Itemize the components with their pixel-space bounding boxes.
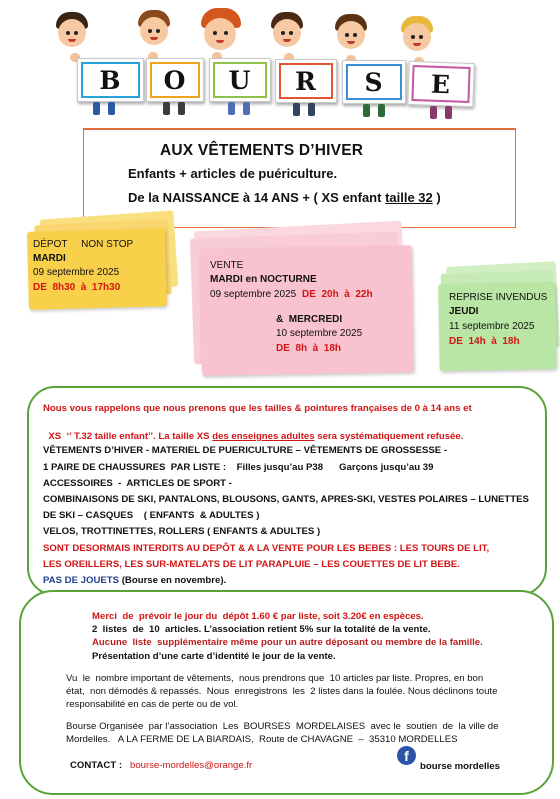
info-organizer-2: Mordelles. A LA FERME DE LA BIARDAIS, Route de CHAVAGNE – 35310 MORDELLES <box>66 734 458 745</box>
letter-card-b <box>77 58 144 102</box>
letter-card-border <box>81 62 140 98</box>
letter-card-e <box>407 61 474 107</box>
depot-hours: DE 8h30 à 17h30 <box>33 282 121 293</box>
reprise-label: REPRISE INVENDUS <box>449 292 548 303</box>
facebook-name: bourse mordelles <box>420 761 500 772</box>
vente-label: VENTE <box>210 260 244 271</box>
vente-hours-1: DE 20h à 22h <box>302 289 373 300</box>
info-organizer-1: Bourse Organisée par l’association Les BOURSES MORDELAISES avec le soutien de la ville de <box>66 721 499 732</box>
rules-line-8: LES OREILLERS, LES SUR-MATELATS DE LIT PARAPLUIE – LES COUETTES DE LIT BEBE. <box>43 559 460 570</box>
depot-day: MARDI <box>33 253 66 264</box>
letter-s: S <box>364 67 384 97</box>
kid-2-icon <box>135 8 173 46</box>
kid-4-icon <box>268 10 306 48</box>
info-no-extra-list: Aucune liste supplémentaire même pour un autre déposant ou membre de la famille. <box>92 637 483 648</box>
rules-line-2: 1 PAIRE DE CHAUSSURES PAR LISTE : Filles jusqu’au P38 Garçons jusqu’au 39 <box>43 462 434 473</box>
info-id-card: Présentation d’une carte d’identité le jour de la vente. <box>92 651 336 662</box>
reprise-hours: DE 14h à 18h <box>449 336 520 347</box>
rules-line-1: VÊTEMENTS D’HIVER - MATERIEL DE PUERICULTURE – VÊTEMENTS DE GROSSESSE - <box>43 445 448 456</box>
letter-card-s <box>342 60 406 104</box>
letter-card-o <box>146 58 204 102</box>
letter-e: E <box>430 69 452 99</box>
info-conditions-3: responsabilité en cas de perte ou de vol. <box>66 699 239 710</box>
kid-3-icon <box>198 6 244 52</box>
title-line-2-suffix: ) <box>432 190 441 205</box>
reprise-day: JEUDI <box>449 306 479 317</box>
kid-6-icon <box>398 14 436 52</box>
page-title: AUX VÊTEMENTS D’HIVER <box>160 142 364 159</box>
letter-o: O <box>163 65 187 95</box>
letter-card-r <box>275 59 337 103</box>
letter-b: B <box>99 65 122 95</box>
letter-r: R <box>295 66 317 96</box>
letter-card-u <box>209 58 271 102</box>
vente-date-2: 10 septembre 2025 <box>276 328 363 339</box>
info-fee: Merci de prévoir le jour du dépôt 1.60 € par liste, soit 3.20€ en espèces. <box>92 611 424 622</box>
rules-line-3: ACCESSOIRES - ARTICLES DE SPORT - <box>43 478 232 489</box>
title-line-2 <box>128 190 441 205</box>
rules-intro-2-end: sera systématiquement refusée. <box>314 431 464 442</box>
vente-date-1: 09 septembre 2025 <box>210 289 297 300</box>
rules-line-9 <box>43 575 226 587</box>
kid-5-icon <box>332 12 370 50</box>
vente-day-1: MARDI en NOCTURNE <box>210 274 317 285</box>
kid-1-icon <box>53 10 91 48</box>
rules-line-6: VELOS, TROTTINETTES, ROLLERS ( ENFANTS & ADULTES ) <box>43 526 321 537</box>
title-line-2-underlined: taille 32 <box>385 190 433 205</box>
info-conditions-1: Vu le nombre important de vêtements, nous prendrons que 10 articles par liste. Propres, en bon <box>66 673 484 684</box>
vente-hours-2: DE 8h à 18h <box>276 343 342 354</box>
letter-u: U <box>228 65 252 95</box>
depot-date: 09 septembre 2025 <box>33 267 120 278</box>
facebook-icon[interactable]: f <box>397 746 416 765</box>
rules-intro-2 <box>43 419 463 443</box>
rules-no-toys-note: (Bourse en novembre). <box>119 575 227 586</box>
depot-label: DÉPOT NON STOP <box>33 239 134 250</box>
title-line-1: Enfants + articles de puériculture. <box>128 166 338 181</box>
rules-line-5: DE SKI – CASQUES ( ENFANTS & ADULTES ) <box>43 510 260 521</box>
rules-line-7: SONT DESORMAIS INTERDITS AU DEPÔT & A LA VENTE POUR LES BEBES : LES TOURS DE LIT, <box>43 543 490 554</box>
contact-email-link[interactable]: bourse-mordelles@orange.fr <box>130 760 253 771</box>
contact-label: CONTACT : <box>70 760 123 771</box>
reprise-date: 11 septembre 2025 <box>449 321 535 332</box>
rules-intro-2-text: XS ‘’ T.32 taille enfant’’. La taille XS <box>48 431 213 442</box>
info-lists: 2 listes de 10 articles. L’association retient 5% sur la totalité de la vente. <box>92 624 431 635</box>
vente-day-2: & MERCREDI <box>276 314 343 325</box>
info-conditions-2: état, non démodés & repassés. Nous enregistrons les 2 listes dans la foulée. Nous déclinons toute <box>66 686 498 697</box>
rules-intro-1: Nous vous rappelons que nous prenons que les tailles & pointures françaises de 0 à 14 ans et <box>43 403 472 414</box>
rules-line-4: COMBINAISONS DE SKI, PANTALONS, BLOUSONS, GANTS, APRES-SKI, VESTES POLAIRES – LUNETTES <box>43 494 529 505</box>
title-line-2-text: De la NAISSANCE à 14 ANS + ( XS enfant <box>128 190 386 205</box>
rules-intro-2-underlined: des enseignes adultes <box>212 431 315 442</box>
rules-no-toys: PAS DE JOUETS <box>43 575 120 586</box>
